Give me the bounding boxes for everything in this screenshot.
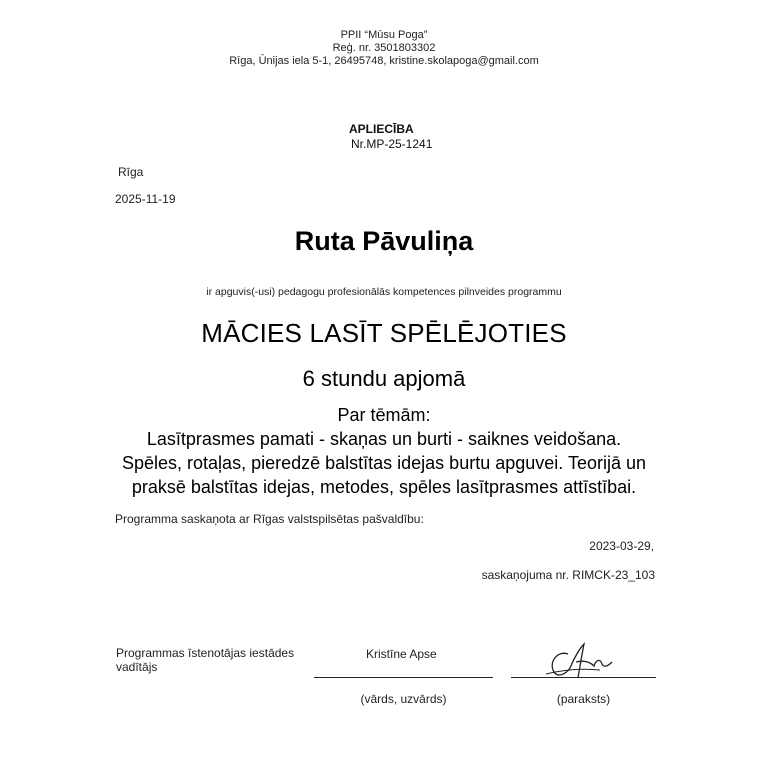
name-caption: (vārds, uzvārds) <box>360 692 447 706</box>
signer-name: Kristīne Apse <box>366 647 437 661</box>
handwritten-signature <box>540 640 630 682</box>
certificate-number: Nr.MP-25-1241 <box>351 137 433 151</box>
recipient-name: Ruta Pāvuliņa <box>294 226 474 256</box>
org-address: Rīga, Ūnijas iela 5-1, 26495748, kristine.skolapoga@gmail.com <box>229 55 539 67</box>
program-hours: 6 stundu apjomā <box>302 366 466 391</box>
topics-heading: Par tēmām: <box>337 405 431 425</box>
signer-role: Programmas īstenotājas iestādes vadītājs <box>116 646 295 674</box>
topics-line: Spēles, rotaļas, pieredzē balstītas idejas burtu apguvei. Teorijā un <box>122 453 646 473</box>
topics-line: Lasītprasmes pamati - skaņas un burti - saiknes veidošana. <box>146 429 622 449</box>
name-line <box>314 677 493 678</box>
certificate-title: APLIECĪBA <box>349 122 414 136</box>
issue-date: 2025-11-19 <box>115 192 176 206</box>
approval-agreement-number: saskaņojuma nr. RIMCK-23_103 <box>481 568 655 582</box>
program-title: MĀCIES LASĪT SPĒLĒJOTIES <box>201 318 567 348</box>
approval-text: Programma saskaņota ar Rīgas valstspilsētas pašvaldību: <box>115 512 424 526</box>
org-name: PPII “Mūsu Poga” <box>340 29 428 41</box>
approval-date: 2023-03-29, <box>589 539 654 553</box>
completion-statement: ir apguvis(-usi) pedagogu profesionālās kompetences pilnveides programmu <box>206 286 562 298</box>
signature-caption: (paraksts) <box>556 692 611 706</box>
topics-line: praksē balstītas idejas, metodes, spēles lasītprasmes attīstībai. <box>131 477 637 497</box>
issue-city: Rīga <box>118 165 144 179</box>
registration-number: Reģ. nr. 3501803302 <box>332 42 436 54</box>
